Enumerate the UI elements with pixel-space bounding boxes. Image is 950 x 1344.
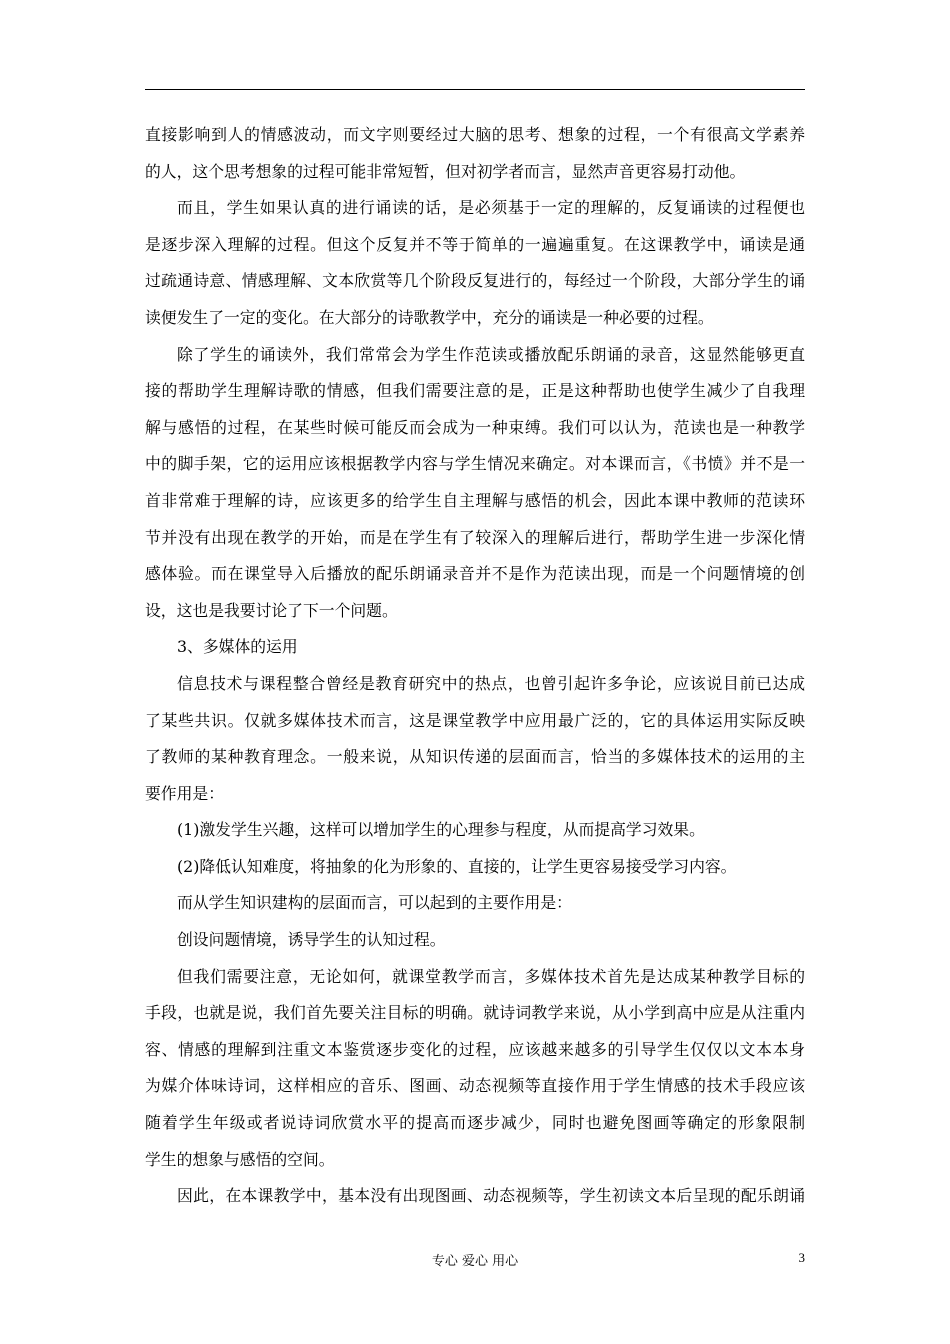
text-line: 接的帮助学生理解诗歌的情感，但我们需要注意的是，正是这种帮助也使学生减少了自我理 bbox=[145, 381, 805, 401]
paragraph bbox=[145, 959, 805, 1179]
text-line: 学生的想象与感悟的空间。 bbox=[145, 1149, 335, 1169]
document-body bbox=[145, 117, 805, 1215]
paragraph bbox=[145, 337, 805, 630]
text-line: 容、情感的理解到注重文本鉴赏逐步变化的过程，应该越来越多的引导学生仅仅以文本本身 bbox=[145, 1039, 805, 1059]
text-line: 要作用是： bbox=[145, 783, 224, 803]
list-item: (2)降低认知难度，将抽象的化为形象的、直接的，让学生更容易接受学习内容。 bbox=[177, 856, 737, 876]
text-line: 读便发生了一定的变化。在大部分的诗歌教学中，充分的诵读是一种必要的过程。 bbox=[145, 307, 714, 327]
list-item: (1)激发学生兴趣，这样可以增加学生的心理参与程度，从而提高学习效果。 bbox=[177, 820, 705, 840]
footer-motto: 专心 爱心 用心 bbox=[431, 1254, 519, 1269]
text-line: 过疏通诗意、情感理解、文本欣赏等几个阶段反复进行的，每经过一个阶段，大部分学生的诵 bbox=[145, 271, 805, 291]
text-line: 而且，学生如果认真的进行诵读的话，是必须基于一定的理解的，反复诵读的过程便也 bbox=[177, 198, 805, 218]
paragraph bbox=[145, 1178, 805, 1215]
text-line: 节并没有出现在教学的开始，而是在学生有了较深入的理解后进行，帮助学生进一步深化情 bbox=[145, 527, 805, 547]
text-line: 因此，在本课教学中，基本没有出现图画、动态视频等，学生初读文本后呈现的配乐朗诵 bbox=[177, 1186, 805, 1206]
text-line: 的人，这个思考想象的过程可能非常短暂，但对初学者而言，显然声音更容易打动他。 bbox=[145, 161, 746, 181]
paragraph bbox=[145, 190, 805, 336]
text-line: 但我们需要注意，无论如何，就课堂教学而言，多媒体技术首先是达成某种教学目标的 bbox=[177, 966, 805, 986]
text-line: 设，这也是我要讨论了下一个问题。 bbox=[145, 600, 398, 620]
text-line: 解与感悟的过程，在某些时候可能反而会成为一种束缚。我们可以认为，范读也是一种教学 bbox=[145, 417, 805, 437]
text-line: 是逐步深入理解的过程。但这个反复并不等于简单的一遍遍重复。在这课教学中，诵读是通 bbox=[145, 234, 805, 254]
text-line: 中的脚手架，它的运用应该根据教学内容与学生情况来确定。对本课而言，《书愤》并不是一 bbox=[145, 454, 805, 474]
paragraph bbox=[145, 666, 805, 812]
paragraph: 创设问题情境，诱导学生的认知过程。 bbox=[177, 930, 446, 950]
text-line: 首非常难于理解的诗，应该更多的给学生自主理解与感悟的机会，因此本课中教师的范读环 bbox=[145, 490, 805, 510]
text-line: 手段，也就是说，我们首先要关注目标的明确。就诗词教学来说，从小学到高中应是从注重内 bbox=[145, 1003, 805, 1023]
text-line: 了某些共识。仅就多媒体技术而言，这是课堂教学中应用最广泛的，它的具体运用实际反映 bbox=[145, 710, 805, 730]
section-heading: 3、多媒体的运用 bbox=[177, 637, 298, 657]
text-line: 信息技术与课程整合曾经是教育研究中的热点，也曾引起许多争论，应该说目前已达成 bbox=[177, 673, 805, 693]
paragraph-continued bbox=[145, 117, 805, 190]
text-line: 为媒介体味诗词，这样相应的音乐、图画、动态视频等直接作用于学生情感的技术手段应该 bbox=[145, 1076, 805, 1096]
text-line: 除了学生的诵读外，我们常常会为学生作范读或播放配乐朗诵的录音，这显然能够更直 bbox=[177, 344, 805, 364]
header-rule bbox=[145, 89, 805, 90]
page-number: 3 bbox=[798, 1250, 805, 1265]
text-line: 随着学生年级或者说诗词欣赏水平的提高而逐步减少，同时也避免图画等确定的形象限制 bbox=[145, 1113, 805, 1133]
text-line: 了教师的某种教育理念。一般来说，从知识传递的层面而言，恰当的多媒体技术的运用的主 bbox=[145, 747, 805, 767]
text-line: 直接影响到人的情感波动，而文字则要经过大脑的思考、想象的过程，一个有很高文学素养 bbox=[145, 125, 805, 144]
paragraph: 而从学生知识建构的层面而言，可以起到的主要作用是： bbox=[177, 893, 572, 913]
text-line: 感体验。而在课堂导入后播放的配乐朗诵录音并不是作为范读出现，而是一个问题情境的创 bbox=[145, 564, 805, 584]
